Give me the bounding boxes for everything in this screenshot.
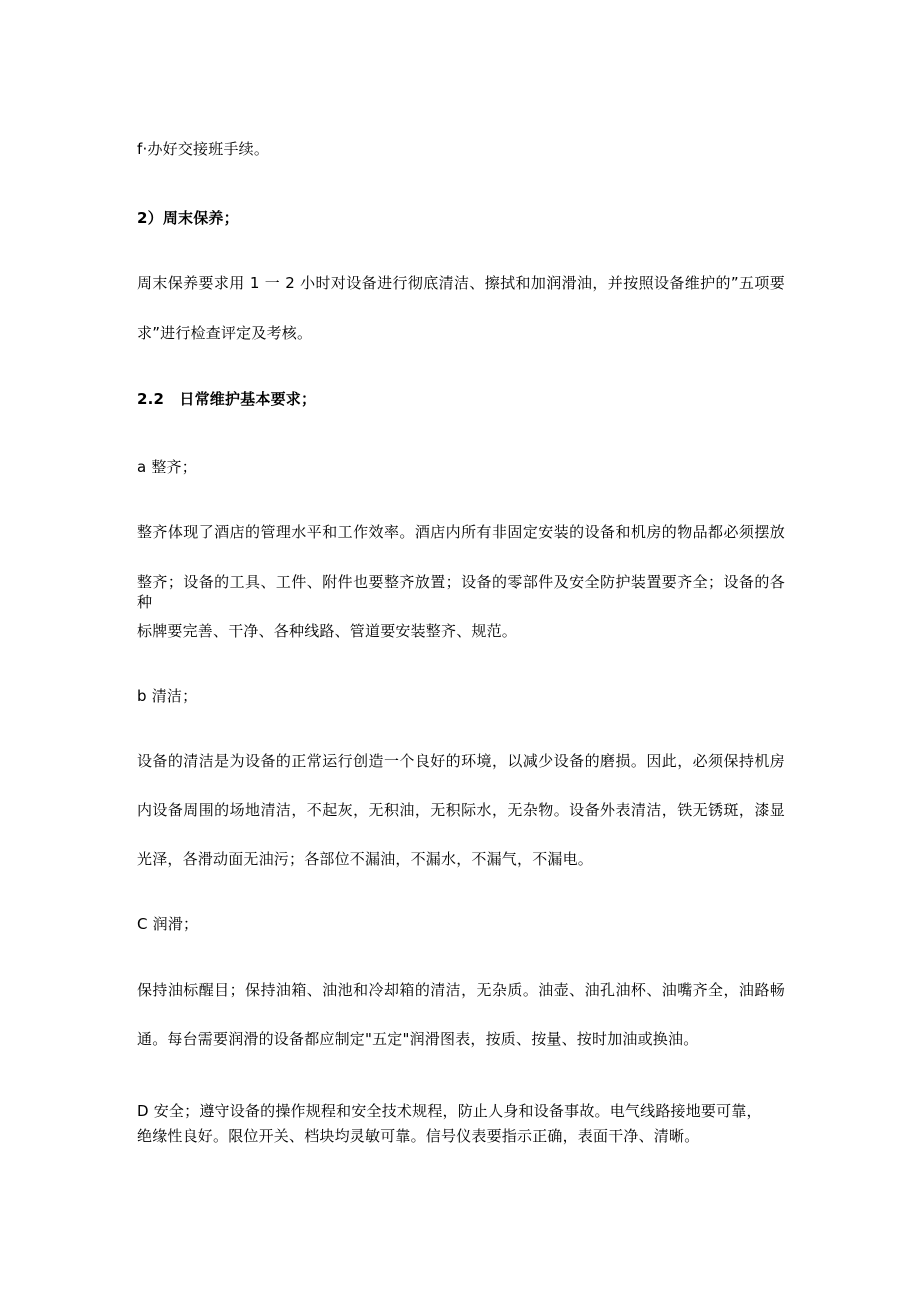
paragraph-tidy-line-1: 整齐体现了酒店的管理水平和工作效率。酒店内所有非固定安装的设备和机房的物品都必须摆放 <box>137 523 785 541</box>
paragraph-lubricate-line-1: 保持油标醒目；保持油箱、油池和冷却箱的清洁，无杂质。油壶、油孔油杯、油嘴齐全，油路畅 <box>137 981 785 999</box>
paragraph-lubricate-line-2: 通。每台需要润滑的设备都应制定"五定"润滑图表，按质、按量、按时加油或换油。 <box>137 1030 699 1048</box>
paragraph-safety-line-2: 绝缘性良好。限位开关、档块均灵敏可靠。信号仪表要指示正确，表面干净、清晰。 <box>137 1127 700 1145</box>
heading-c-lubricate: C 润滑； <box>137 915 199 933</box>
paragraph-tidy-line-2: 整齐；设备的工具、工件、附件也要整齐放置；设备的零部件及安全防护装置要齐全；设备的各种 <box>137 573 785 611</box>
paragraph-weekend-line-1: 周末保养要求用 1 一 2 小时对设备进行彻底清洁、擦拭和加润滑油，并按照设备维护的”五项要 <box>137 274 785 292</box>
paragraph-clean-line-2: 内设备周围的场地清洁，不起灰，无积油，无积际水，无杂物。设备外表清洁，铁无锈斑，漆显 <box>137 801 785 819</box>
paragraph-weekend-line-2: 求”进行检查评定及考核。 <box>137 324 313 342</box>
heading-weekend-maintenance: 2）周末保养； <box>137 209 239 227</box>
heading-daily-maintenance: 2.2 日常维护基本要求； <box>137 390 317 408</box>
heading-a-tidy: a 整齐； <box>137 458 197 476</box>
item-f-handover: f·办好交接班手续。 <box>137 140 270 158</box>
paragraph-tidy-line-3: 标牌要完善、干净、各种线路、管道要安装整齐、规范。 <box>137 622 518 640</box>
paragraph-clean-line-3: 光泽，各滑动面无油污；各部位不漏油，不漏水，不漏气，不漏电。 <box>137 850 594 868</box>
heading-b-clean: b 清洁； <box>137 687 198 705</box>
paragraph-safety-line-1: D 安全；遵守设备的操作规程和安全技术规程，防止人身和设备事故。电气线路接地要可靠， <box>137 1102 762 1120</box>
paragraph-clean-line-1: 设备的清洁是为设备的正常运行创造一个良好的环境，以减少设备的磨损。因此，必须保持机房 <box>137 752 785 770</box>
